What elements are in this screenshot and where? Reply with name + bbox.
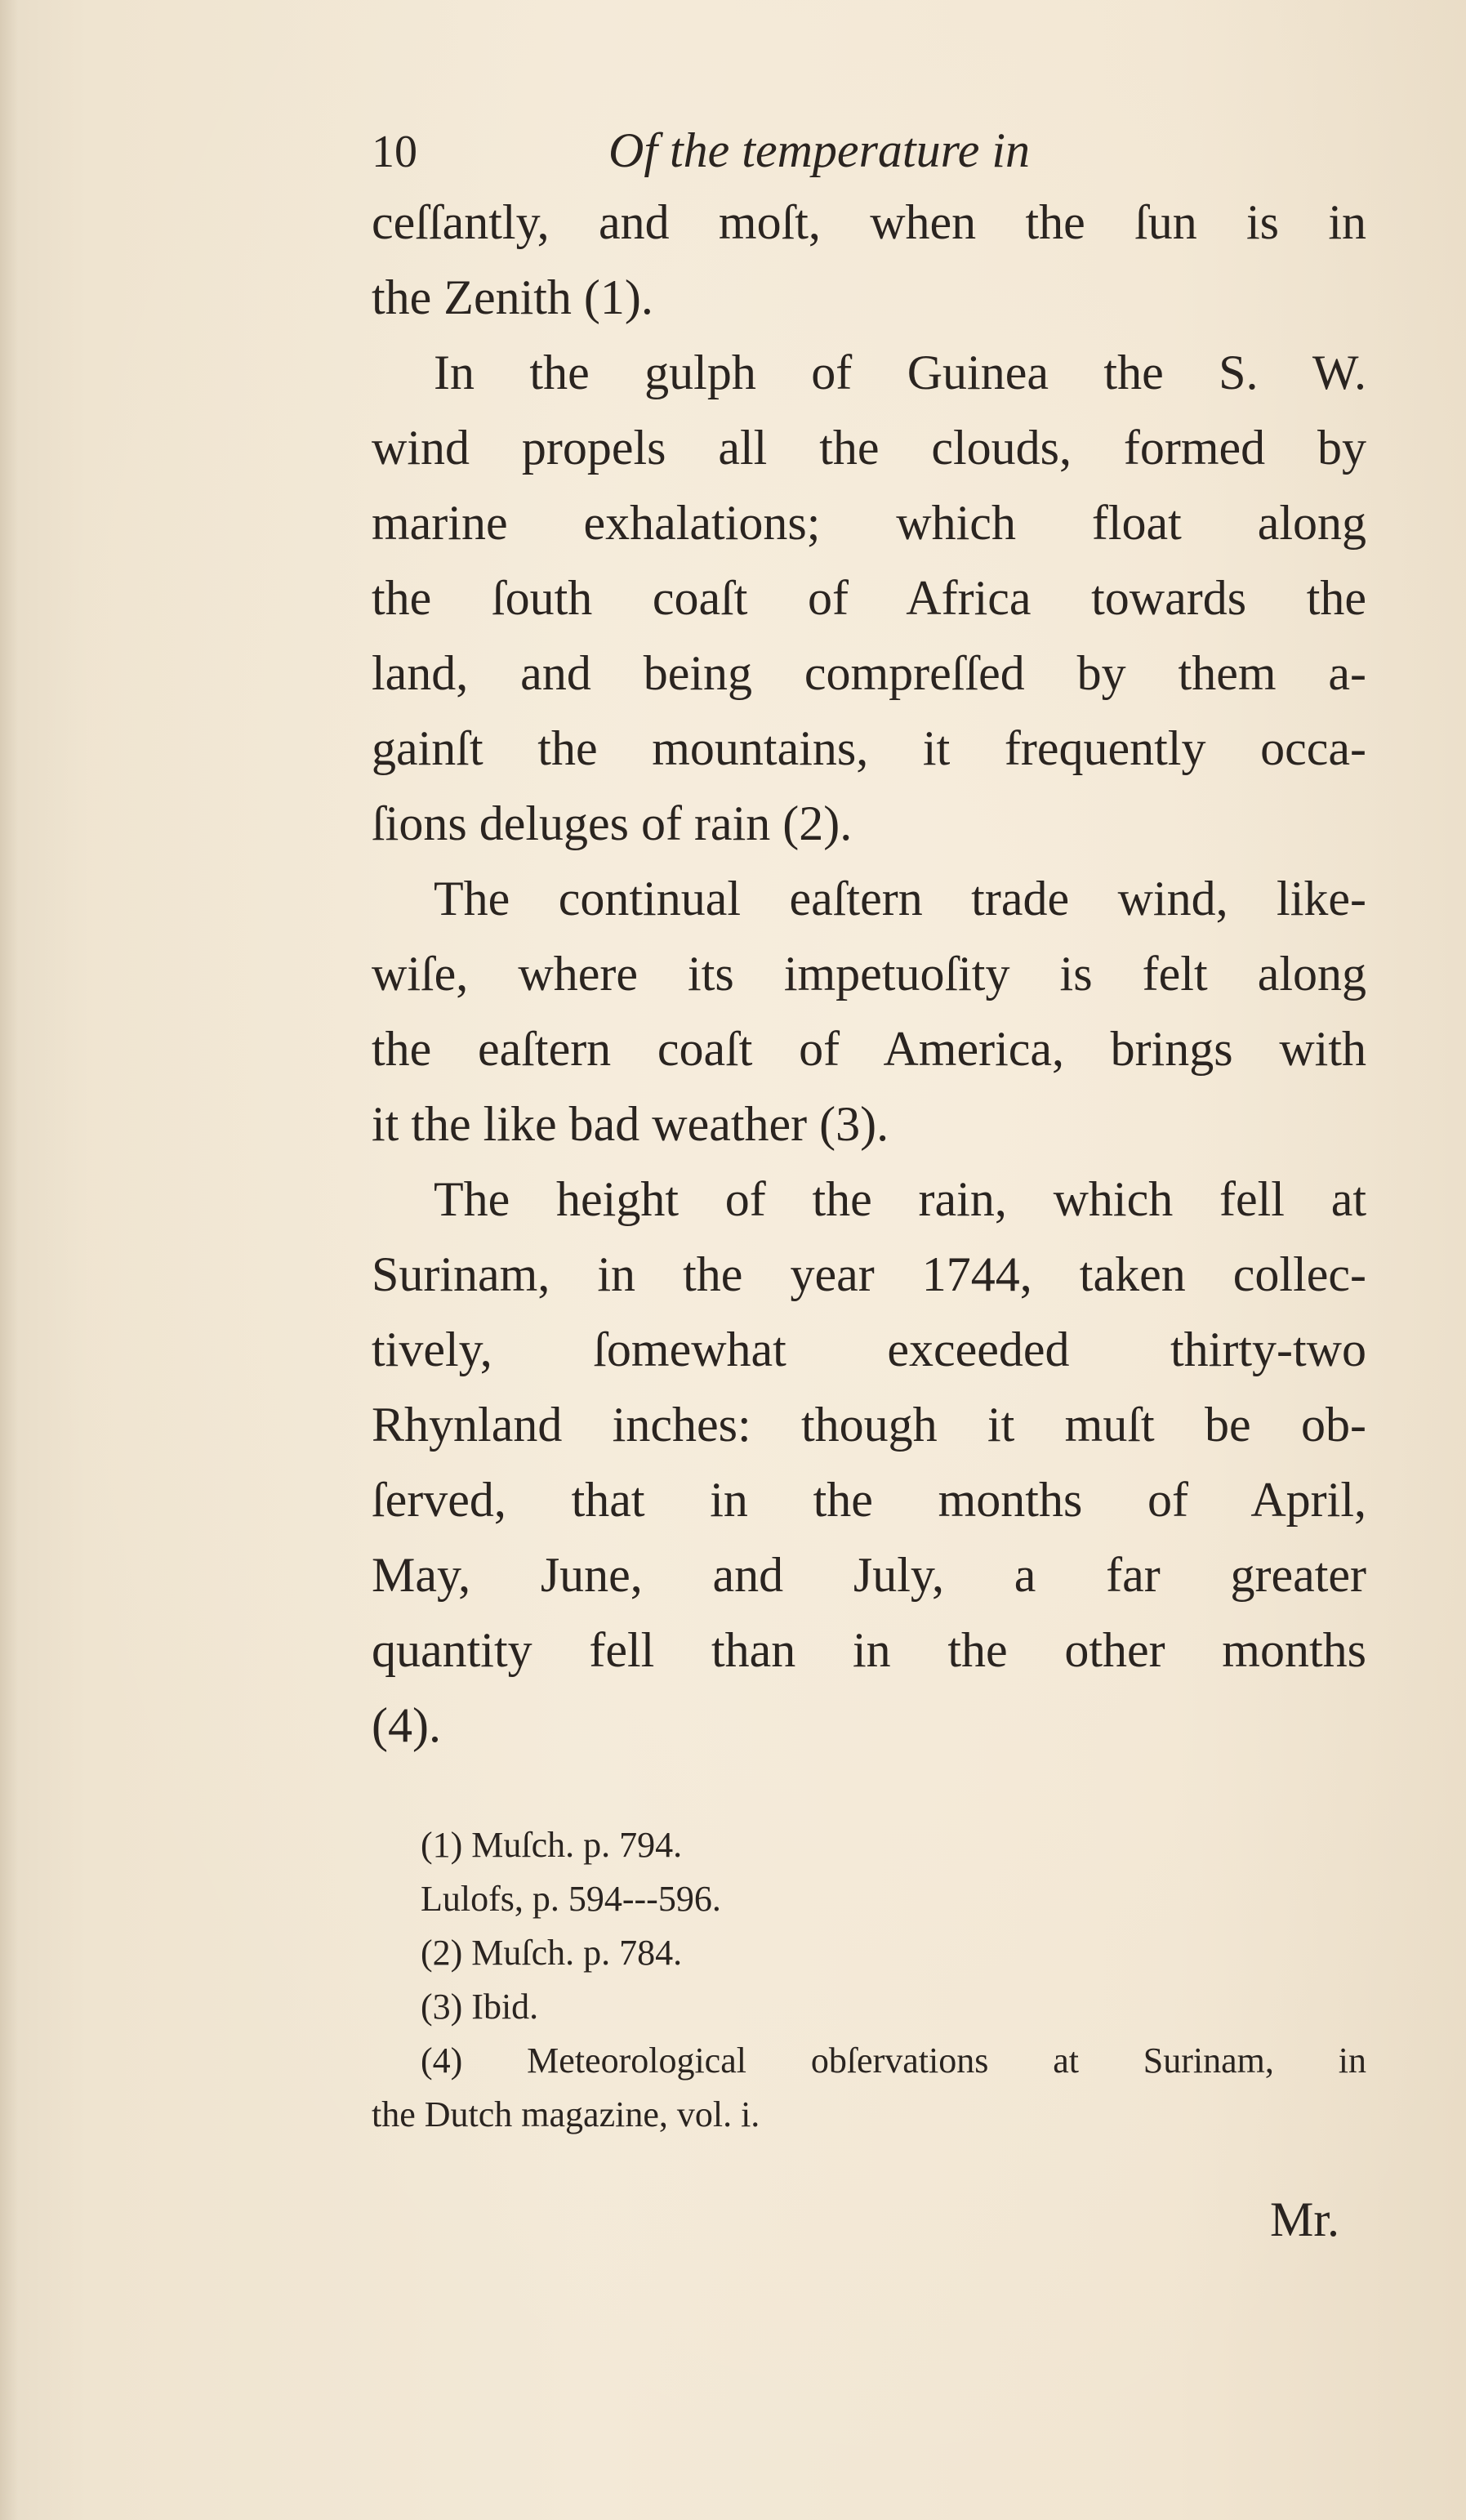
text-line: marine exhalations; which float along (372, 496, 1366, 550)
text-line: wiſe, where its impetuoſity is felt along (372, 947, 1366, 1001)
text-line: In the gulph of Guinea the S. W. (434, 346, 1366, 399)
catchword: Mr. (1270, 2192, 1340, 2246)
text-line: (4). (372, 1698, 441, 1752)
footnote-line: (2) Muſch. p. 784. (421, 1933, 683, 1973)
footnote-line: (4) Meteorological obſervations at Surinam, in (421, 2041, 1366, 2081)
text-line: The height of the rain, which fell at (434, 1172, 1366, 1226)
page-number: 10 (372, 127, 417, 177)
text-line: tively, ſomewhat exceeded thirty-two (372, 1322, 1366, 1376)
text-line: The continual eaſtern trade wind, like- (434, 872, 1366, 925)
paragraph-2 (372, 335, 1366, 861)
text-line: the ſouth coaſt of Africa towards the (372, 571, 1366, 625)
text-line: the eaſtern coaſt of America, brings with (372, 1022, 1366, 1076)
paragraph-1 (372, 185, 1366, 335)
page-gutter-shadow (0, 0, 18, 2520)
text-line: land, and being compreſſed by them a- (372, 646, 1366, 700)
paragraph-3 (372, 861, 1366, 1162)
text-line: it the like bad weather (3). (372, 1097, 889, 1151)
footnote-line: the Dutch magazine, vol. i. (372, 2094, 760, 2134)
text-line: gainſt the mountains, it frequently occa- (372, 721, 1366, 775)
footnote-line: (3) Ibid. (421, 1987, 539, 2027)
footnote-line: Lulofs, p. 594---596. (421, 1879, 721, 1919)
text-line: Surinam, in the year 1744, taken collec- (372, 1247, 1366, 1301)
text-line: wind propels all the clouds, formed by (372, 421, 1366, 475)
text-line: ſerved, that in the months of April, (372, 1473, 1366, 1527)
footnote-line: (1) Muſch. p. 794. (421, 1825, 683, 1865)
text-line: ſions deluges of rain (2). (372, 796, 853, 850)
text-line: quantity fell than in the other months (372, 1623, 1366, 1677)
text-line: the Zenith (1). (372, 270, 653, 324)
text-block (372, 116, 1366, 2142)
running-head (372, 116, 1366, 185)
text-line: Rhynland inches: though it muſt be ob- (372, 1398, 1366, 1452)
paragraph-4 (372, 1162, 1366, 1763)
footnotes (372, 1818, 1366, 2142)
text-line: May, June, and July, a far greater (372, 1548, 1366, 1602)
text-line: ceſſantly, and moſt, when the ſun is in (372, 195, 1366, 249)
running-head-title: Of the temperature in (608, 123, 1031, 177)
